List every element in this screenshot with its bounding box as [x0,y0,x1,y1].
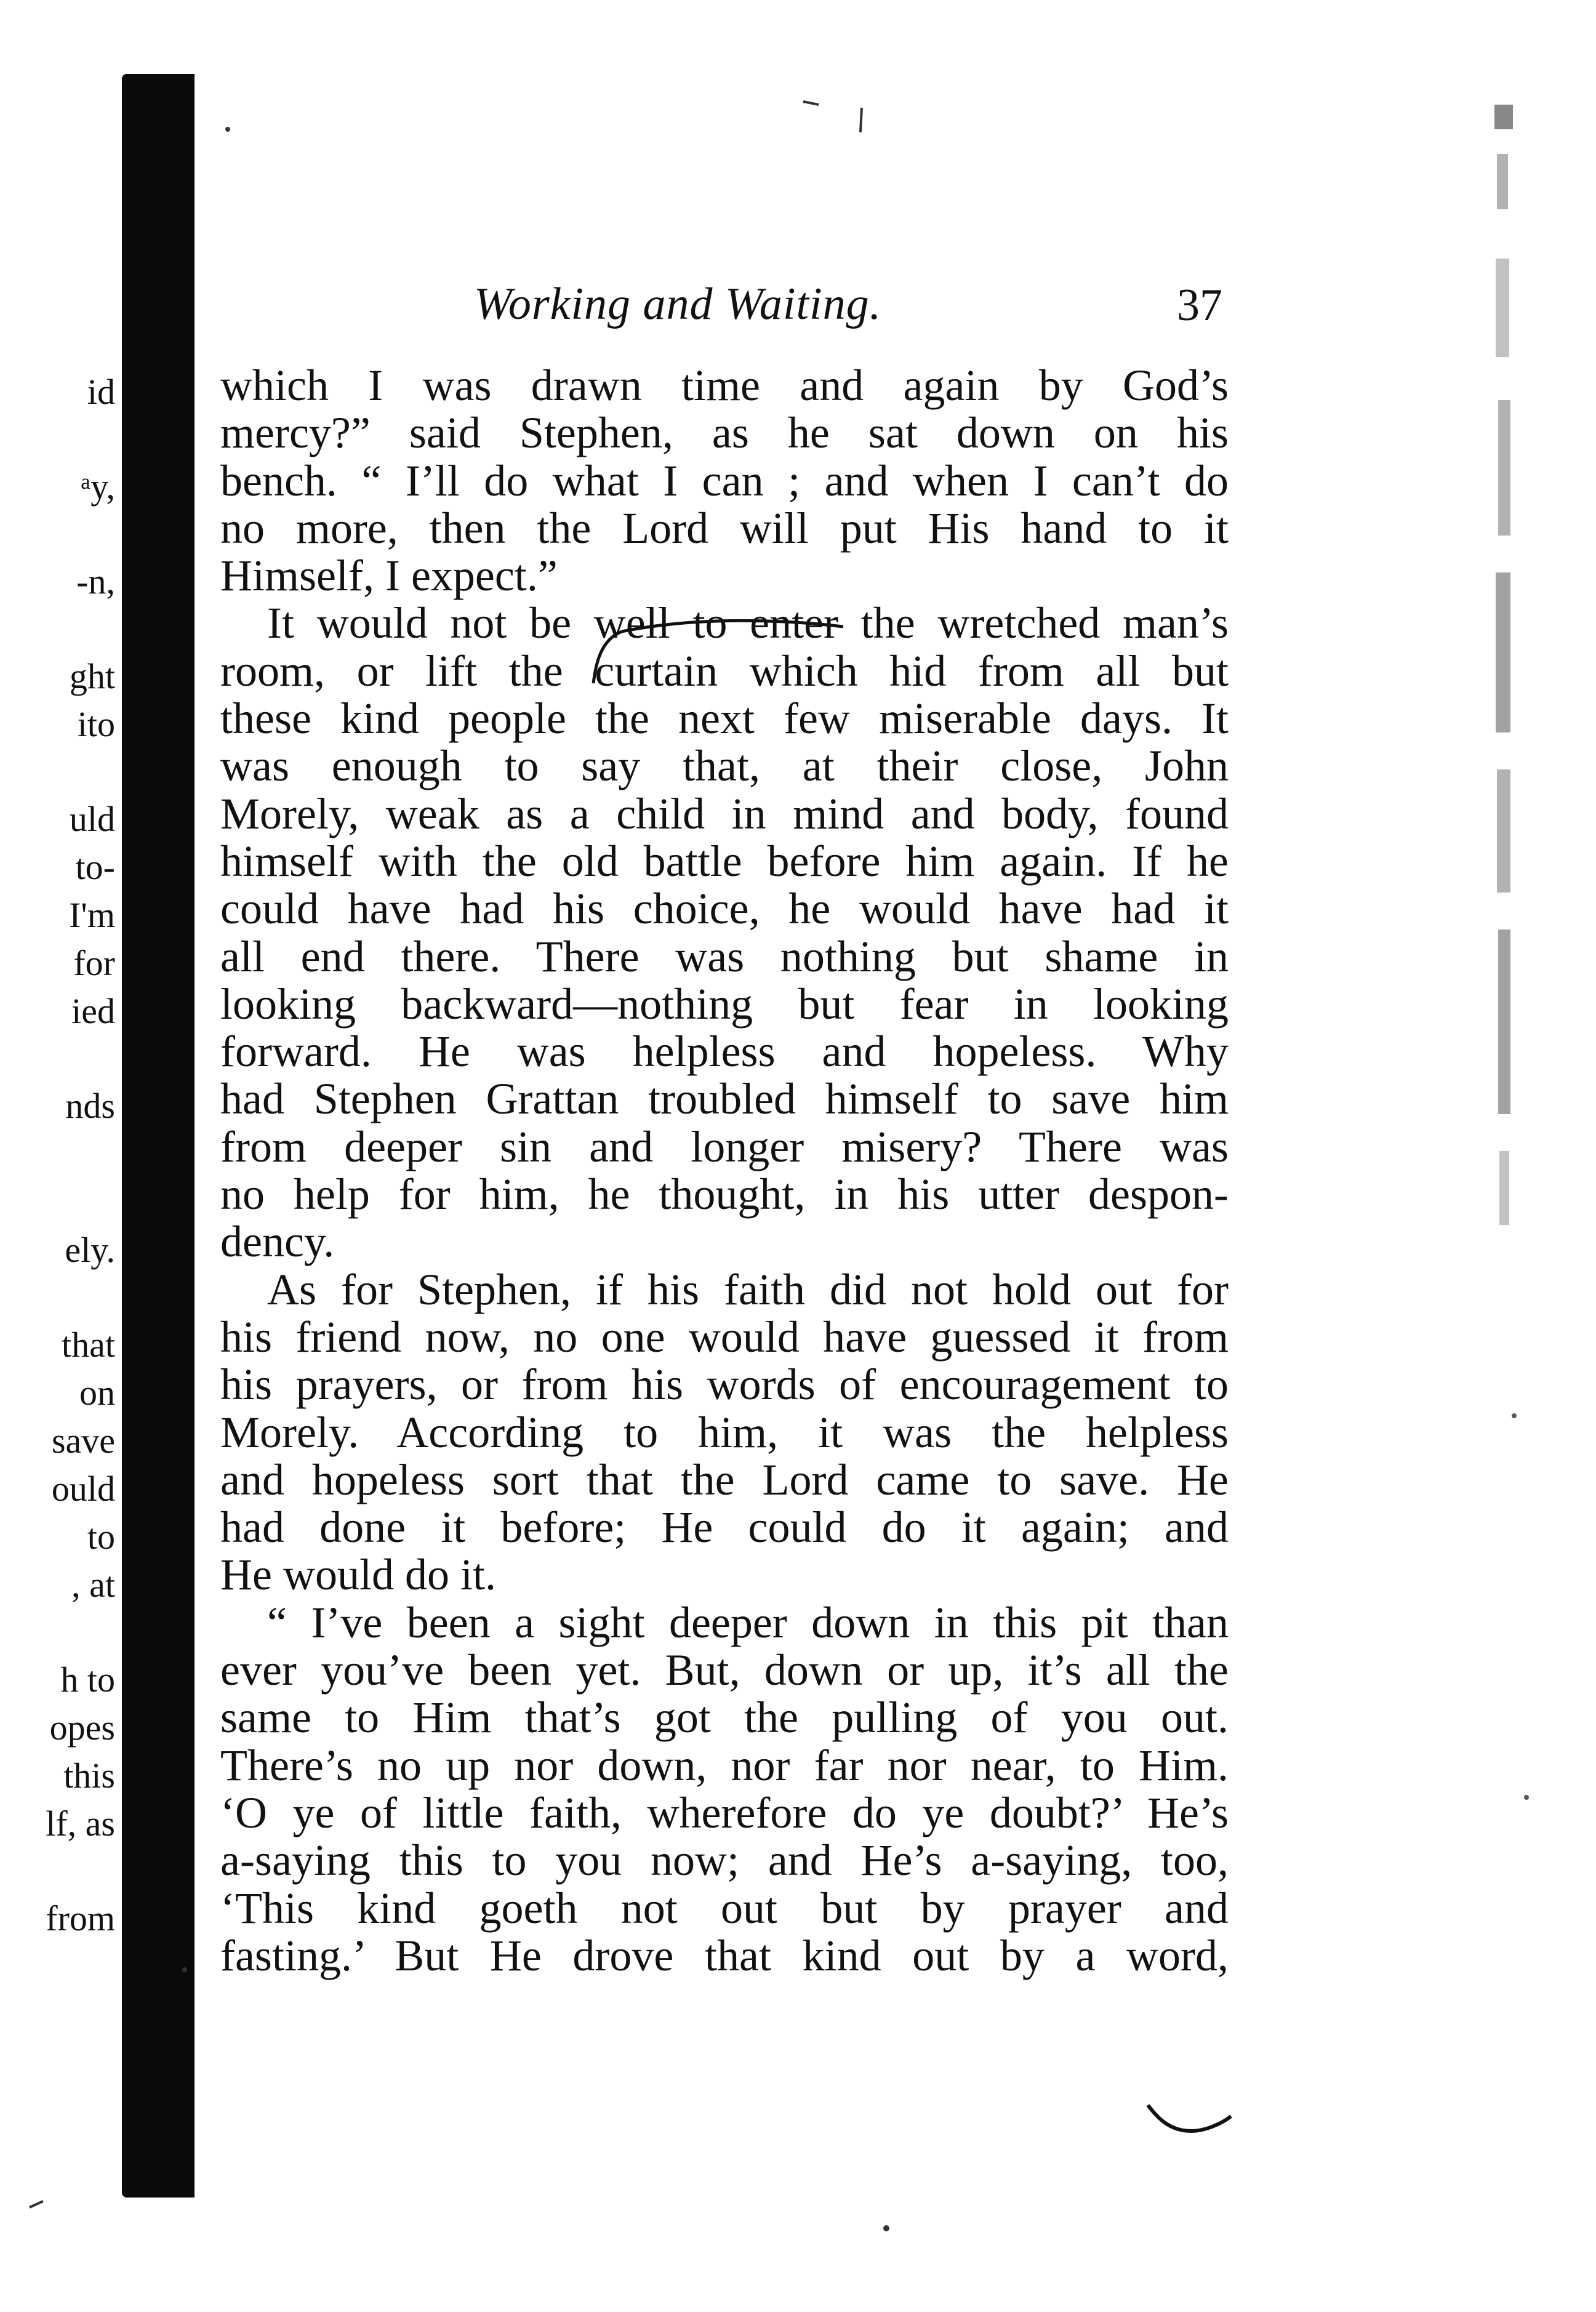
speck-dot [1512,1413,1517,1418]
text-line: forward. He was helpless and hopeless. Why [220,1027,1229,1077]
bleed-line: from [46,1898,115,1938]
text-line: It would not be well to enter the wretched man’s [267,598,1229,648]
text-line: had Stephen Grattan troubled himself to save him [220,1074,1229,1124]
text-line: looking backward—nothing but fear in looking [220,979,1229,1029]
text-line: As for Stephen, if his faith did not hold out for [267,1264,1229,1314]
text-line: these kind people the next few miserable days. It [220,694,1229,744]
running-header [0,271,1596,339]
bleed-line: ito [77,704,115,744]
bleed-line: to [87,1517,115,1557]
text-line: mercy?” said Stephen, as he sat down on his [220,408,1229,458]
text-line: no help for him, he thought, in his utter despon- [220,1170,1229,1219]
bleed-line: -n, [76,561,115,601]
bleed-line: ght [69,656,115,696]
text-line: all end there. There was nothing but shame in [220,931,1229,981]
binding-gutter-shadow [122,74,194,2198]
text-line: was enough to say that, at their close, John [220,741,1229,791]
bleed-line: that [62,1325,115,1365]
bleed-line: h to [60,1660,115,1700]
bleed-line: id [87,372,115,412]
text-line: He would do it. [220,1550,496,1600]
text-line: which I was drawn time and again by God’s [220,361,1229,410]
text-line: from deeper sin and longer misery? There was [220,1122,1229,1171]
bleed-line: ely. [65,1230,115,1270]
text-line: same to Him that’s got the pulling of you out. [220,1693,1229,1743]
text-line: had done it before; He could do it again; and [220,1503,1229,1552]
text-line: could have had his choice, he would have had it [220,884,1229,934]
bleed-line: uld [69,799,115,839]
text-line: ‘O ye of little faith, wherefore do ye doubt?’ He’s [220,1788,1229,1837]
pencil-tick-mark [803,102,862,132]
text-line: and hopeless sort that the Lord came to save. He [220,1455,1229,1504]
text-line: fasting.’ But He drove that kind out by a word, [220,1930,1229,1980]
page-body-text [220,362,1229,1980]
bleed-line: this [63,1756,115,1796]
bleed-line: to- [75,847,115,887]
bleed-line: on [79,1373,115,1413]
speck-dot [225,127,230,132]
text-line: his prayers, or from his words of encouragement to [220,1360,1229,1410]
text-line: “ I’ve been a sight deeper down in this pit than [267,1597,1229,1647]
text-line: a-saying this to you now; and He’s a-saying, too, [220,1836,1229,1885]
bleed-line: ᵃy, [81,467,115,507]
text-line: room, or lift the curtain which hid from all but [220,646,1229,696]
text-line: Himself, I expect.” [220,551,558,601]
text-line: ever you’ve been yet. But, down or up, it’s all the [220,1645,1229,1695]
bleed-line: I'm [69,895,115,935]
text-line: Morely. According to him, it was the helpless [220,1407,1229,1457]
bleed-line: ied [71,991,115,1031]
text-line: no more, then the Lord will put His hand to it [220,503,1229,553]
right-edge-bleed-noise [1488,105,1525,1243]
text-line: dency. [220,1217,335,1267]
bleed-line: lf, as [46,1804,115,1844]
bleed-line: for [73,943,115,983]
bleed-line: nds [65,1086,115,1126]
speck-dot [1524,1795,1529,1800]
text-line: There’s no up nor down, nor far nor near, to Him. [220,1740,1229,1790]
text-line: himself with the old battle before him again. If he [220,836,1229,886]
pencil-hook-mark [1148,2105,1231,2131]
text-line: his friend now, no one would have guessed it from [220,1312,1229,1362]
page-number: 37 [1177,280,1222,331]
speck-dot [883,2225,889,2231]
text-line: Morely, weak as a child in mind and body, found [220,789,1229,838]
running-title: Working and Waiting. [474,279,882,329]
facing-page-bleed-through [0,0,120,2312]
bleed-line: ould [51,1469,115,1509]
bleed-line: opes [49,1708,115,1748]
bleed-line: save [51,1421,115,1461]
text-line: bench. “ I’ll do what I can ; and when I can’t do [220,456,1229,505]
bleed-line: , at [71,1565,115,1605]
text-line: ‘This kind goeth not out but by prayer and [220,1883,1229,1933]
